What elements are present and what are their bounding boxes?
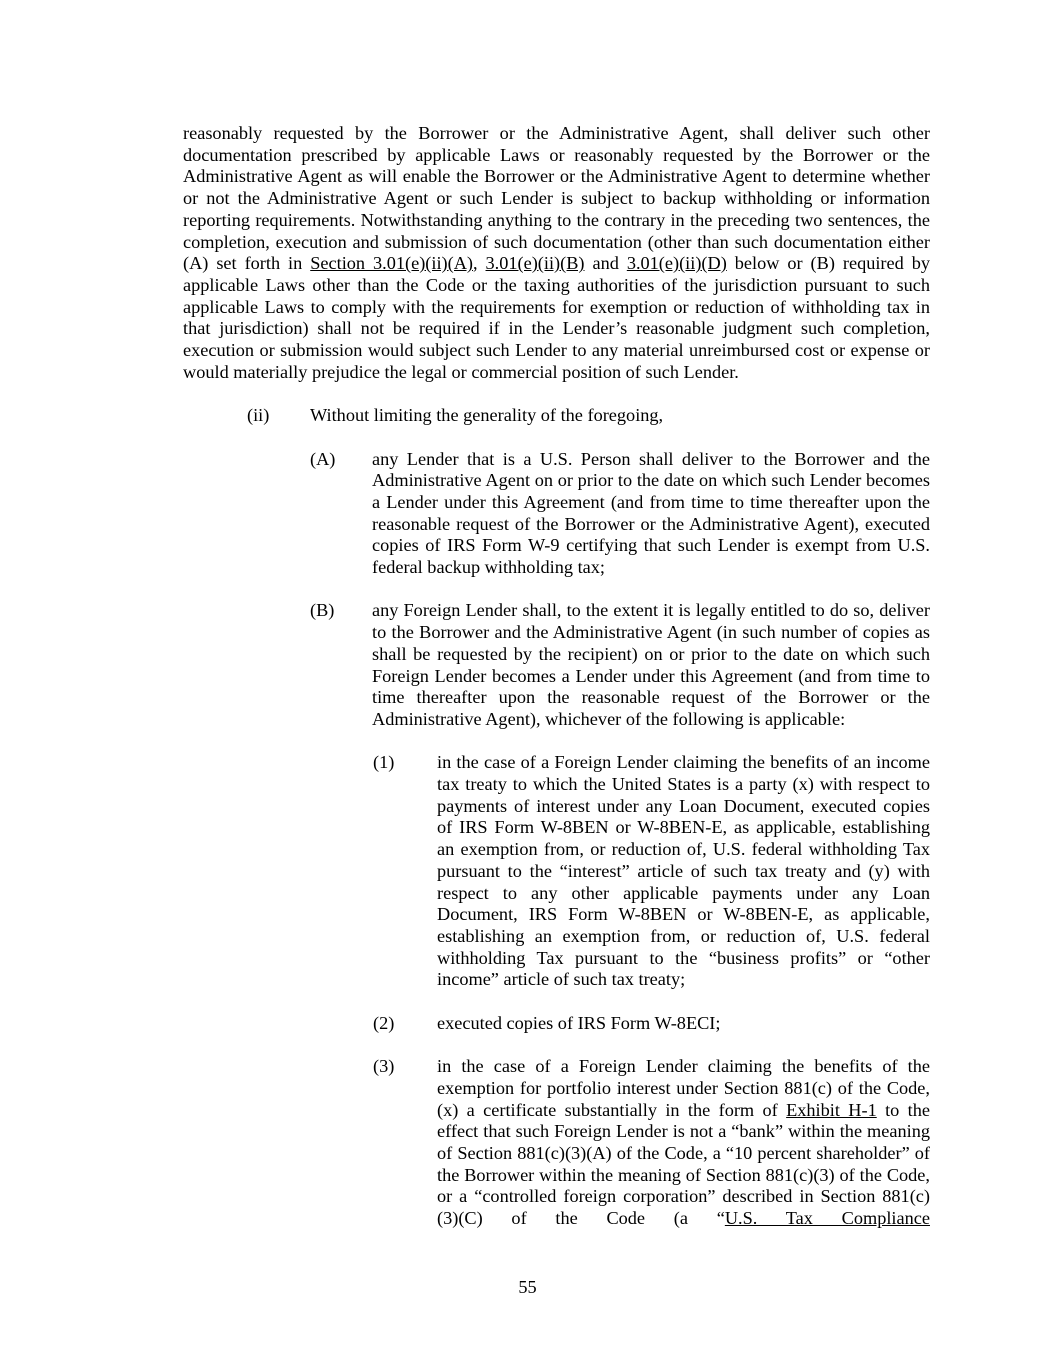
clause-ii-text: Without limiting the generality of the foregoing, <box>310 405 664 426</box>
section-ref-3-01-e-ii-A-link[interactable]: Section 3.01(e)(ii)(A) <box>310 253 473 274</box>
clause-ii-label: (ii) <box>247 405 270 426</box>
clause-3-label: (3) <box>373 1056 395 1077</box>
clause-2 <box>373 1012 930 1035</box>
clause-A-label: (A) <box>310 448 336 469</box>
clause-1 <box>373 752 930 991</box>
clause-B-text: any Foreign Lender shall, to the extent it is legally entitled to do so, deliver to the Borrower and the Administrative Agent (in such number of copies as shall be requested by the recipient) on or prior to the date on which such Foreign Lender becomes a Lender under this Agreement (and from time to time thereafter upon the reasonable request of the Borrower or the Administrative Agent), whichever of the following is applicable: <box>372 600 930 729</box>
defined-term-us-tax-compliance: U.S. Tax Compliance <box>724 1208 930 1229</box>
clause-ii <box>247 405 930 427</box>
text-segment: , <box>473 253 486 274</box>
clause-2-label: (2) <box>373 1012 395 1033</box>
text-segment: below or (B) required by applicable Laws other than the Code or the taxing authorities of the jurisdiction pursuant to such applicable Laws to comply with the requirements for exemption or reduction of withholding tax in that jurisdiction) shall not be required if in the Lender’s reasonable judgment such completion, execution or submission would subject such Lender to any material unreimbursed cost or expense or would materially prejudice the legal or commercial position of such Lender. <box>183 253 930 382</box>
clause-1-text: in the case of a Foreign Lender claiming the benefits of an income tax treaty to which the United States is a party (x) with respect to payments of interest under any Loan Document, executed copies of IRS Form W-8BEN or W-8BEN-E, as applicable, establishing an exemption from, or reduction of, U.S. federal withholding Tax pursuant to the “interest” article of such tax treaty and (y) with respect to any other applicable payments under any Loan Document, IRS Form W-8BEN or W-8BEN-E, as applicable, establishing an exemption from, or reduction of, U.S. federal withholding Tax pursuant to the “business profits” or “other income” article of such tax treaty; <box>437 752 930 990</box>
clause-2-text: executed copies of IRS Form W-8ECI; <box>437 1012 721 1033</box>
clause-B-label: (B) <box>310 600 335 621</box>
page-number: 55 <box>518 1277 537 1297</box>
section-ref-3-01-e-ii-B-link[interactable]: 3.01(e)(ii)(B) <box>485 253 585 274</box>
document-body <box>183 123 930 1251</box>
clause-3 <box>373 1056 931 1230</box>
clause-1-label: (1) <box>373 752 395 773</box>
text-segment: in the case of a Foreign Lender claiming the benefits of the exemption for portfolio interest under Section 881(c) of the Code, (x) a certificate substantially in the form of <box>437 1056 930 1120</box>
exhibit-h-1-link[interactable]: Exhibit H-1 <box>786 1099 877 1120</box>
text-segment: and <box>584 253 627 274</box>
text-segment: reasonably requested by the Borrower or the Administrative Agent, shall deliver such other documentation prescribed by applicable Laws or reasonably requested by the Borrower or the Administrative Agent as will enable the Borrower or the Administrative Agent to determine whether or not the Administrative Agent or such Lender is subject to backup withholding or information reporting requirements. Notwithstanding anything to the contrary in the preceding two sentences, the completion, execution and submission of such documentation (other than such documentation either (A) set forth in <box>183 123 930 274</box>
clause-B <box>310 600 930 730</box>
paragraph-continuation <box>183 123 930 383</box>
clause-A-text: any Lender that is a U.S. Person shall deliver to the Borrower and the Administrative Agent on or prior to the date on which such Lender becomes a Lender under this Agreement (and from time to time thereafter upon the reasonable request of the Borrower or the Administrative Agent), executed copies of IRS Form W-9 certifying that such Lender is exempt from U.S. federal backup withholding tax; <box>372 448 930 578</box>
clause-A <box>310 448 930 579</box>
section-ref-3-01-e-ii-D-link[interactable]: 3.01(e)(ii)(D) <box>626 253 727 274</box>
text-segment: to the effect that such Foreign Lender is not a “bank” within the meaning of Section 881(c)(3)(A) of the Code, a “10 percent shareholder” of the Borrower within the meaning of Section 881(c)(3) of the Code, or a “controlled foreign corporation” described in Section 881(c)(3)(C) of the Code (a “ <box>437 1099 931 1229</box>
